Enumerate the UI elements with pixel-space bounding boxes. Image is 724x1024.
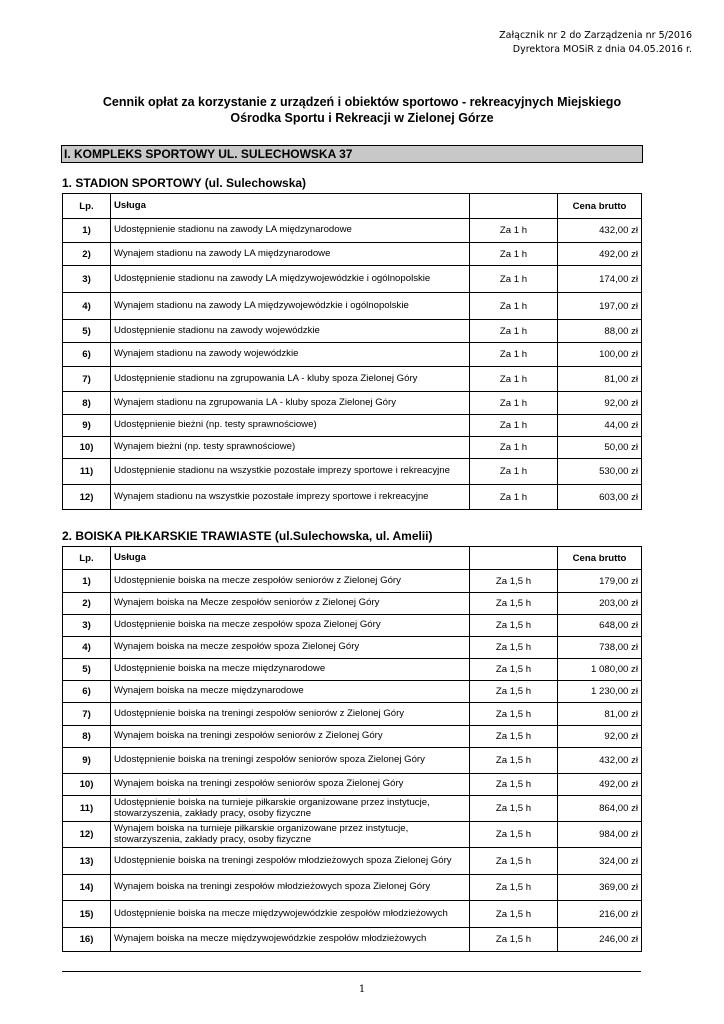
header-lp: Lp. xyxy=(63,194,111,219)
row-usluga: Wynajem stadionu na wszystkie pozostałe imprezy sportowe i rekreacyjne xyxy=(111,485,470,510)
row-price: 648,00 zł xyxy=(558,615,642,637)
row-unit: Za 1 h xyxy=(470,343,558,367)
row-unit: Za 1 h xyxy=(470,320,558,343)
row-lp: 3) xyxy=(63,266,111,293)
table-row xyxy=(63,637,642,659)
row-lp: 13) xyxy=(63,848,111,875)
table-row xyxy=(63,875,642,901)
row-lp: 14) xyxy=(63,875,111,901)
table-row xyxy=(63,848,642,875)
row-price: 81,00 zł xyxy=(558,703,642,726)
row-usluga: Wynajem stadionu na zawody wojewódzkie xyxy=(111,343,470,367)
row-usluga: Udostępnienie boiska na treningi zespołów seniorów spoza Zielonej Góry xyxy=(111,748,470,774)
table-row xyxy=(63,774,642,796)
table-row xyxy=(63,485,642,510)
row-lp: 10) xyxy=(63,774,111,796)
row-unit: Za 1,5 h xyxy=(470,703,558,726)
table-header-row xyxy=(63,547,642,570)
row-usluga: Udostępnienie boiska na mecze zespołów seniorów z Zielonej Góry xyxy=(111,570,470,593)
row-lp: 11) xyxy=(63,796,111,822)
row-price: 92,00 zł xyxy=(558,726,642,748)
row-price: 88,00 zł xyxy=(558,320,642,343)
table-row xyxy=(63,343,642,367)
table-row xyxy=(63,928,642,952)
section-heading: I. KOMPLEKS SPORTOWY UL. SULECHOWSKA 37 xyxy=(61,145,643,163)
row-usluga: Wynajem stadionu na zawody LA międzywojewódzkie i ogólnopolskie xyxy=(111,293,470,320)
row-usluga: Wynajem bieżni (np. testy sprawnościowe) xyxy=(111,437,470,459)
row-unit: Za 1,5 h xyxy=(470,615,558,637)
fields-price-table xyxy=(62,546,642,952)
table-row xyxy=(63,615,642,637)
table-row xyxy=(63,570,642,593)
row-price: 100,00 zł xyxy=(558,343,642,367)
header-unit xyxy=(470,547,558,570)
row-price: 492,00 zł xyxy=(558,774,642,796)
row-price: 864,00 zł xyxy=(558,796,642,822)
table-row xyxy=(63,459,642,485)
row-unit: Za 1 h xyxy=(470,459,558,485)
table-row xyxy=(63,659,642,681)
table-row xyxy=(63,901,642,928)
row-usluga: Udostępnienie stadionu na wszystkie pozostałe imprezy sportowe i rekreacyjne xyxy=(111,459,470,485)
row-price: 984,00 zł xyxy=(558,822,642,848)
row-unit: Za 1,5 h xyxy=(470,796,558,822)
row-lp: 15) xyxy=(63,901,111,928)
row-lp: 6) xyxy=(63,343,111,367)
table-row xyxy=(63,266,642,293)
row-price: 197,00 zł xyxy=(558,293,642,320)
header-price: Cena brutto xyxy=(558,194,642,219)
row-unit: Za 1,5 h xyxy=(470,774,558,796)
row-unit: Za 1 h xyxy=(470,437,558,459)
row-lp: 4) xyxy=(63,293,111,320)
row-usluga: Wynajem boiska na mecze zespołów spoza Zielonej Góry xyxy=(111,637,470,659)
table-row xyxy=(63,243,642,266)
row-price: 1 080,00 zł xyxy=(558,659,642,681)
row-lp: 2) xyxy=(63,593,111,615)
row-lp: 9) xyxy=(63,748,111,774)
row-usluga: Wynajem stadionu na zgrupowania LA - kluby spoza Zielonej Góry xyxy=(111,392,470,415)
row-lp: 5) xyxy=(63,320,111,343)
row-lp: 10) xyxy=(63,437,111,459)
table-row xyxy=(63,320,642,343)
table-row xyxy=(63,822,642,848)
row-price: 738,00 zł xyxy=(558,637,642,659)
row-lp: 16) xyxy=(63,928,111,952)
table-row xyxy=(63,748,642,774)
row-unit: Za 1,5 h xyxy=(470,726,558,748)
row-usluga: Udostępnienie boiska na mecze międzywojewódzkie zespołów młodzieżowych xyxy=(111,901,470,928)
row-lp: 8) xyxy=(63,726,111,748)
row-price: 246,00 zł xyxy=(558,928,642,952)
header-price: Cena brutto xyxy=(558,547,642,570)
row-usluga: Wynajem boiska na treningi zespołów młodzieżowych spoza Zielonej Góry xyxy=(111,875,470,901)
row-lp: 9) xyxy=(63,415,111,437)
row-unit: Za 1,5 h xyxy=(470,593,558,615)
row-unit: Za 1 h xyxy=(470,367,558,392)
row-usluga: Wynajem stadionu na zawody LA międzynarodowe xyxy=(111,243,470,266)
row-lp: 8) xyxy=(63,392,111,415)
row-usluga: Wynajem boiska na treningi zespołów seniorów spoza Zielonej Góry xyxy=(111,774,470,796)
attachment-note-line1: Załącznik nr 2 do Zarządzenia nr 5/2016 xyxy=(499,30,692,41)
row-usluga: Udostępnienie stadionu na zawody LA międzynarodowe xyxy=(111,219,470,243)
page-number: 1 xyxy=(358,984,366,995)
row-lp: 5) xyxy=(63,659,111,681)
footer-divider xyxy=(62,971,641,972)
row-price: 203,00 zł xyxy=(558,593,642,615)
row-price: 432,00 zł xyxy=(558,748,642,774)
row-lp: 2) xyxy=(63,243,111,266)
row-usluga: Udostępnienie boiska na turnieje piłkarskie organizowane przez instytucje, stowarzyszenia, zakłady pracy, osoby fizyczne xyxy=(111,796,470,822)
row-price: 492,00 zł xyxy=(558,243,642,266)
row-price: 179,00 zł xyxy=(558,570,642,593)
table-header-row xyxy=(63,194,642,219)
row-price: 50,00 zł xyxy=(558,437,642,459)
row-lp: 11) xyxy=(63,459,111,485)
header-unit xyxy=(470,194,558,219)
table-row xyxy=(63,392,642,415)
row-unit: Za 1,5 h xyxy=(470,659,558,681)
row-unit: Za 1,5 h xyxy=(470,848,558,875)
document-title-line2: Ośrodka Sportu i Rekreacji w Zielonej Górze xyxy=(230,111,494,125)
row-unit: Za 1,5 h xyxy=(470,570,558,593)
table-row xyxy=(63,367,642,392)
row-unit: Za 1 h xyxy=(470,219,558,243)
header-lp: Lp. xyxy=(63,547,111,570)
row-price: 92,00 zł xyxy=(558,392,642,415)
row-usluga: Udostępnienie bieżni (np. testy sprawnościowe) xyxy=(111,415,470,437)
row-unit: Za 1,5 h xyxy=(470,681,558,703)
row-price: 324,00 zł xyxy=(558,848,642,875)
row-lp: 6) xyxy=(63,681,111,703)
header-usluga: Usługa xyxy=(111,194,470,219)
table-row xyxy=(63,703,642,726)
row-lp: 1) xyxy=(63,219,111,243)
stadium-price-table xyxy=(62,193,642,510)
row-lp: 7) xyxy=(63,367,111,392)
row-usluga: Udostępnienie boiska na treningi zespołów młodzieżowych spoza Zielonej Góry xyxy=(111,848,470,875)
row-unit: Za 1,5 h xyxy=(470,637,558,659)
row-unit: Za 1 h xyxy=(470,243,558,266)
table-row xyxy=(63,219,642,243)
attachment-note xyxy=(499,29,692,57)
row-usluga: Wynajem boiska na treningi zespołów seniorów z Zielonej Góry xyxy=(111,726,470,748)
row-usluga: Udostępnienie stadionu na zawody LA międzywojewódzkie i ogólnopolskie xyxy=(111,266,470,293)
header-usluga: Usługa xyxy=(111,547,470,570)
row-usluga: Wynajem boiska na mecze międzywojewódzkie zespołów młodzieżowych xyxy=(111,928,470,952)
row-unit: Za 1,5 h xyxy=(470,928,558,952)
row-usluga: Udostępnienie boiska na mecze międzynarodowe xyxy=(111,659,470,681)
table-row xyxy=(63,415,642,437)
document-title xyxy=(60,94,664,126)
table-row xyxy=(63,293,642,320)
table-row xyxy=(63,796,642,822)
document-title-line1: Cennik opłat za korzystanie z urządzeń i obiektów sportowo - rekreacyjnych Miejskiego xyxy=(102,95,622,109)
row-price: 81,00 zł xyxy=(558,367,642,392)
table-row xyxy=(63,593,642,615)
row-unit: Za 1 h xyxy=(470,415,558,437)
row-usluga: Udostępnienie stadionu na zawody wojewódzkie xyxy=(111,320,470,343)
row-unit: Za 1 h xyxy=(470,392,558,415)
row-price: 1 230,00 zł xyxy=(558,681,642,703)
row-unit: Za 1,5 h xyxy=(470,875,558,901)
row-price: 432,00 zł xyxy=(558,219,642,243)
row-lp: 3) xyxy=(63,615,111,637)
row-lp: 4) xyxy=(63,637,111,659)
fields-heading: 2. BOISKA PIŁKARSKIE TRAWIASTE (ul.Sulechowska, ul. Amelii) xyxy=(62,529,433,543)
row-unit: Za 1,5 h xyxy=(470,748,558,774)
row-price: 216,00 zł xyxy=(558,901,642,928)
row-price: 369,00 zł xyxy=(558,875,642,901)
row-price: 603,00 zł xyxy=(558,485,642,510)
row-unit: Za 1 h xyxy=(470,293,558,320)
row-usluga: Udostępnienie boiska na treningi zespołów seniorów z Zielonej Góry xyxy=(111,703,470,726)
row-usluga: Wynajem boiska na turnieje piłkarskie organizowane przez instytucje, stowarzyszenia, zakłady pracy, osoby fizyczne xyxy=(111,822,470,848)
table-row xyxy=(63,437,642,459)
table-row xyxy=(63,726,642,748)
row-usluga: Wynajem boiska na mecze międzynarodowe xyxy=(111,681,470,703)
row-price: 44,00 zł xyxy=(558,415,642,437)
stadium-heading: 1. STADION SPORTOWY (ul. Sulechowska) xyxy=(62,176,307,190)
row-lp: 12) xyxy=(63,822,111,848)
row-unit: Za 1,5 h xyxy=(470,901,558,928)
row-usluga: Udostępnienie boiska na mecze zespołów spoza Zielonej Góry xyxy=(111,615,470,637)
row-unit: Za 1,5 h xyxy=(470,822,558,848)
row-usluga: Udostępnienie stadionu na zgrupowania LA - kluby spoza Zielonej Góry xyxy=(111,367,470,392)
table-row xyxy=(63,681,642,703)
row-lp: 1) xyxy=(63,570,111,593)
row-price: 174,00 zł xyxy=(558,266,642,293)
row-lp: 12) xyxy=(63,485,111,510)
attachment-note-line2: Dyrektora MOSiR z dnia 04.05.2016 r. xyxy=(512,44,692,55)
row-unit: Za 1 h xyxy=(470,485,558,510)
row-lp: 7) xyxy=(63,703,111,726)
row-price: 530,00 zł xyxy=(558,459,642,485)
row-usluga: Wynajem boiska na Mecze zespołów seniorów z Zielonej Góry xyxy=(111,593,470,615)
row-unit: Za 1 h xyxy=(470,266,558,293)
